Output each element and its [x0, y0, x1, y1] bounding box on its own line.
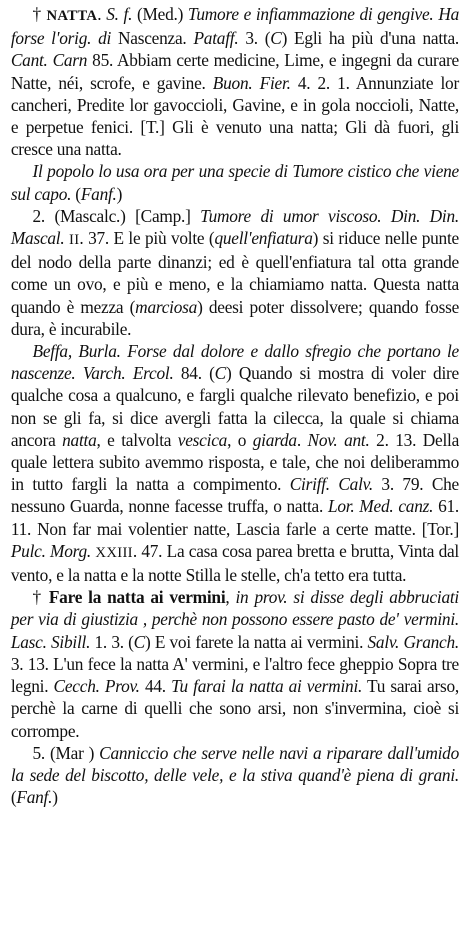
entry-natta-beffa: Beffa, Burla. Forse dal dolore e dallo sfregio che portano le nascenze. Varch. Ercol. 84. (C) Quando si mostra di voler dire qualche cosa a qualcuno, e fargli qualche rilevato benefizio, e poi non se gli fa, si dice avergli fatta la cilecca, la quale si chiama ancora natta, e talvolta vescica, o giarda. Nov. ant. 2. 13. Della quale lettera subito avemmo risposta, e tale, che noi deliberammo in tutto fargli la natta a compimento. Ciriff. Calv. 3. 79. Che nessuno Guarda, nonne facesse truffa, o natta. Lor. Med. canz. 61. 11. Non far mai volentier natte, Lascia farle a certe matte. [Tor.] Pulc. Morg. XXIII. 47. La casa cosa parea bretta e brutta, Vinta dal vento, e la natta e la notte Stilla le stelle, ch'a tetto era tutta.: [10, 341, 460, 586]
entry-natta-popular-usage: Il popolo lo usa ora per una specie di Tumore cistico che viene sul capo. (Fanf.): [10, 161, 460, 204]
entry-fare-la-natta-ai-vermini: † Fare la natta ai vermini, in prov. si disse degli abbruciati per via di giustizia , perchè non possono essere pasto de' vermini. Lasc. Sibill. 1. 3. (C) E voi farete la natta ai vermini. Salv. Granch. 3. 13. L'un fece la natta A' vermini, e l'altro fece gheppio Sopra tre legni. Cecch. Prov. 44. Tu farai la natta ai vermini. Tu sarai arso, perchè la carne di quelli che sono arsi, non s'invermina, cioè si corrompe.: [10, 587, 460, 741]
entry-natta-mascalcia: 2. (Mascalc.) [Camp.] Tumore di umor viscoso. Din. Din. Mascal. II. 37. E le più volte (quell'enfiatura) si riduce nelle punte del nodo della parte dinanzi; ed è quell'enfiatura tal otta grande come un ovo, e più e meno, e la chiamiamo natta. Questa natta quando è mezza (marciosa) deesi poter dissolvere; quando fosse dura, è incurabile.: [10, 205, 460, 339]
entry-natta-definition: † NATTA. S. f. (Med.) Tumore e infiammazione di gengive. Ha forse l'orig. di Nascenza. Pataff. 3. (C) Egli ha più d'una natta. Cant. Carn 85. Abbiam certe medicine, Lime, e ingegni da curare Natte, néi, scrofe, e gavine. Buon. Fier. 4. 2. 1. Annunziate lor cancheri, Predite lor gavoccioli, Gavine, e in gola noccioli, Natte, e perpetue fenici. [T.] Gli è venuto una natta; Gli dà fuori, gli cresce una natta.: [10, 4, 460, 160]
entry-natta-marina: 5. (Mar ) Canniccio che serve nelle navi a riparare dall'umido la sede del biscotto, delle vele, e la stiva quand'è piena di grani. (Fanf.): [10, 742, 460, 808]
